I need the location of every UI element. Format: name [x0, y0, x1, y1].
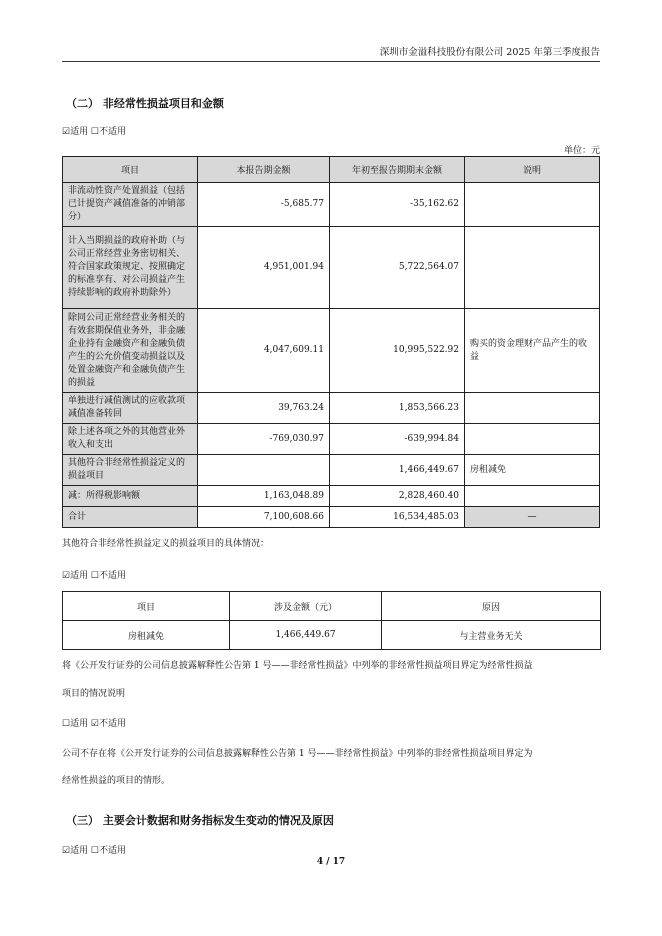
row-current: 4,951,001.94 — [198, 227, 330, 309]
section-3-title: （三） 主要会计数据和财务指标发生变动的情况及原因 — [66, 814, 334, 827]
column-header: 说明 — [465, 157, 600, 183]
row-current: 39,763.24 — [198, 393, 330, 424]
column-header: 原因 — [382, 592, 601, 621]
row-ytd: -639,994.84 — [330, 424, 465, 455]
row-ytd: 10,995,522.92 — [330, 309, 465, 393]
row-reason: 与主营业务无关 — [382, 621, 601, 650]
row-item: 计入当期损益的政府补助（与公司正常经营业务密切相关、符合国家政策规定、按照确定的标准享有、对公司损益产生持续影响的政府补助除外） — [63, 227, 198, 309]
row-ytd: 1,853,566.23 — [330, 393, 465, 424]
row-item: 合计 — [63, 507, 198, 528]
column-header: 涉及金额（元） — [230, 592, 382, 621]
row-note: — — [465, 507, 600, 528]
none-text-line-1: 公司不存在将《公开发行证券的公司信息披露解释性公告第 1 号——非经常性损益》中列举的非经常性损益项目界定为 — [62, 749, 533, 759]
table-row — [63, 227, 600, 309]
row-note: 房租减免 — [465, 455, 600, 486]
row-ytd: 5,722,564.07 — [330, 227, 465, 309]
none-text-line-2: 经常性损益的项目的情形。 — [62, 776, 171, 786]
row-note — [465, 227, 600, 309]
row-ytd: 1,466,449.67 — [330, 455, 465, 486]
table-row — [63, 183, 600, 227]
non-recurring-items-table — [62, 156, 600, 528]
table-row — [63, 424, 600, 455]
row-current: 4,047,609.11 — [198, 309, 330, 393]
unit-label: 单位：元 — [563, 146, 600, 156]
section-2-title: （二） 非经常性损益项目和金额 — [66, 97, 224, 110]
row-ytd: -35,162.62 — [330, 183, 465, 227]
header-divider — [62, 61, 600, 62]
row-ytd: 2,828,460.40 — [330, 486, 465, 507]
row-item: 单独进行减值测试的应收款项减值准备转回 — [63, 393, 198, 424]
row-ytd: 16,534,485.03 — [330, 507, 465, 528]
table-total-row — [63, 507, 600, 528]
column-header: 本报告期金额 — [198, 157, 330, 183]
row-item: 房租减免 — [63, 621, 230, 650]
row-current: -769,030.97 — [198, 424, 330, 455]
classification-text-line-2: 项目的情况说明 — [62, 689, 126, 699]
classification-applicability: ☐适用 ☑不适用 — [62, 719, 126, 729]
row-current: 1,163,048.89 — [198, 486, 330, 507]
table-row — [63, 309, 600, 393]
column-header: 年初至报告期期末金额 — [330, 157, 465, 183]
row-current: -5,685.77 — [198, 183, 330, 227]
other-items-description: 其他符合非经常性损益定义的损益项目的具体情况： — [62, 539, 270, 549]
other-items-applicability: ☑适用 ☐不适用 — [62, 571, 126, 581]
table-row — [63, 621, 601, 650]
section-2-applicability: ☑适用 ☐不适用 — [62, 127, 126, 137]
classification-text-line-1: 将《公开发行证券的公司信息披露解释性公告第 1 号——非经常性损益》中列举的非经常性损益项目界定为经常性损益 — [62, 661, 533, 671]
row-item: 非流动性资产处置损益（包括已计提资产减值准备的冲销部分） — [63, 183, 198, 227]
row-current: 7,100,608.66 — [198, 507, 330, 528]
row-amount: 1,466,449.67 — [230, 621, 382, 650]
table-header-row — [63, 157, 600, 183]
row-item: 其他符合非经常性损益定义的损益项目 — [63, 455, 198, 486]
row-note — [465, 393, 600, 424]
table-row — [63, 486, 600, 507]
page-number: 4 / 17 — [316, 857, 346, 867]
row-item: 除同公司正常经营业务相关的有效套期保值业务外，非金融企业持有金融资产和金融负债产生的公允价值变动损益以及处置金融资产和金融负债产生的损益 — [63, 309, 198, 393]
column-header: 项目 — [63, 157, 198, 183]
row-current — [198, 455, 330, 486]
row-note — [465, 424, 600, 455]
section-3-applicability: ☑适用 ☐不适用 — [62, 846, 126, 856]
row-note — [465, 486, 600, 507]
row-note — [465, 183, 600, 227]
table-row — [63, 455, 600, 486]
column-header: 项目 — [63, 592, 230, 621]
table-header-row — [63, 592, 601, 621]
other-items-table — [62, 591, 601, 650]
table-row — [63, 393, 600, 424]
report-header: 深圳市金溢科技股份有限公司 2025 年第三季度报告 — [379, 47, 600, 58]
row-item: 减：所得税影响额 — [63, 486, 198, 507]
row-item: 除上述各项之外的其他营业外收入和支出 — [63, 424, 198, 455]
row-note: 购买的资金理财产品产生的收益 — [465, 309, 600, 393]
